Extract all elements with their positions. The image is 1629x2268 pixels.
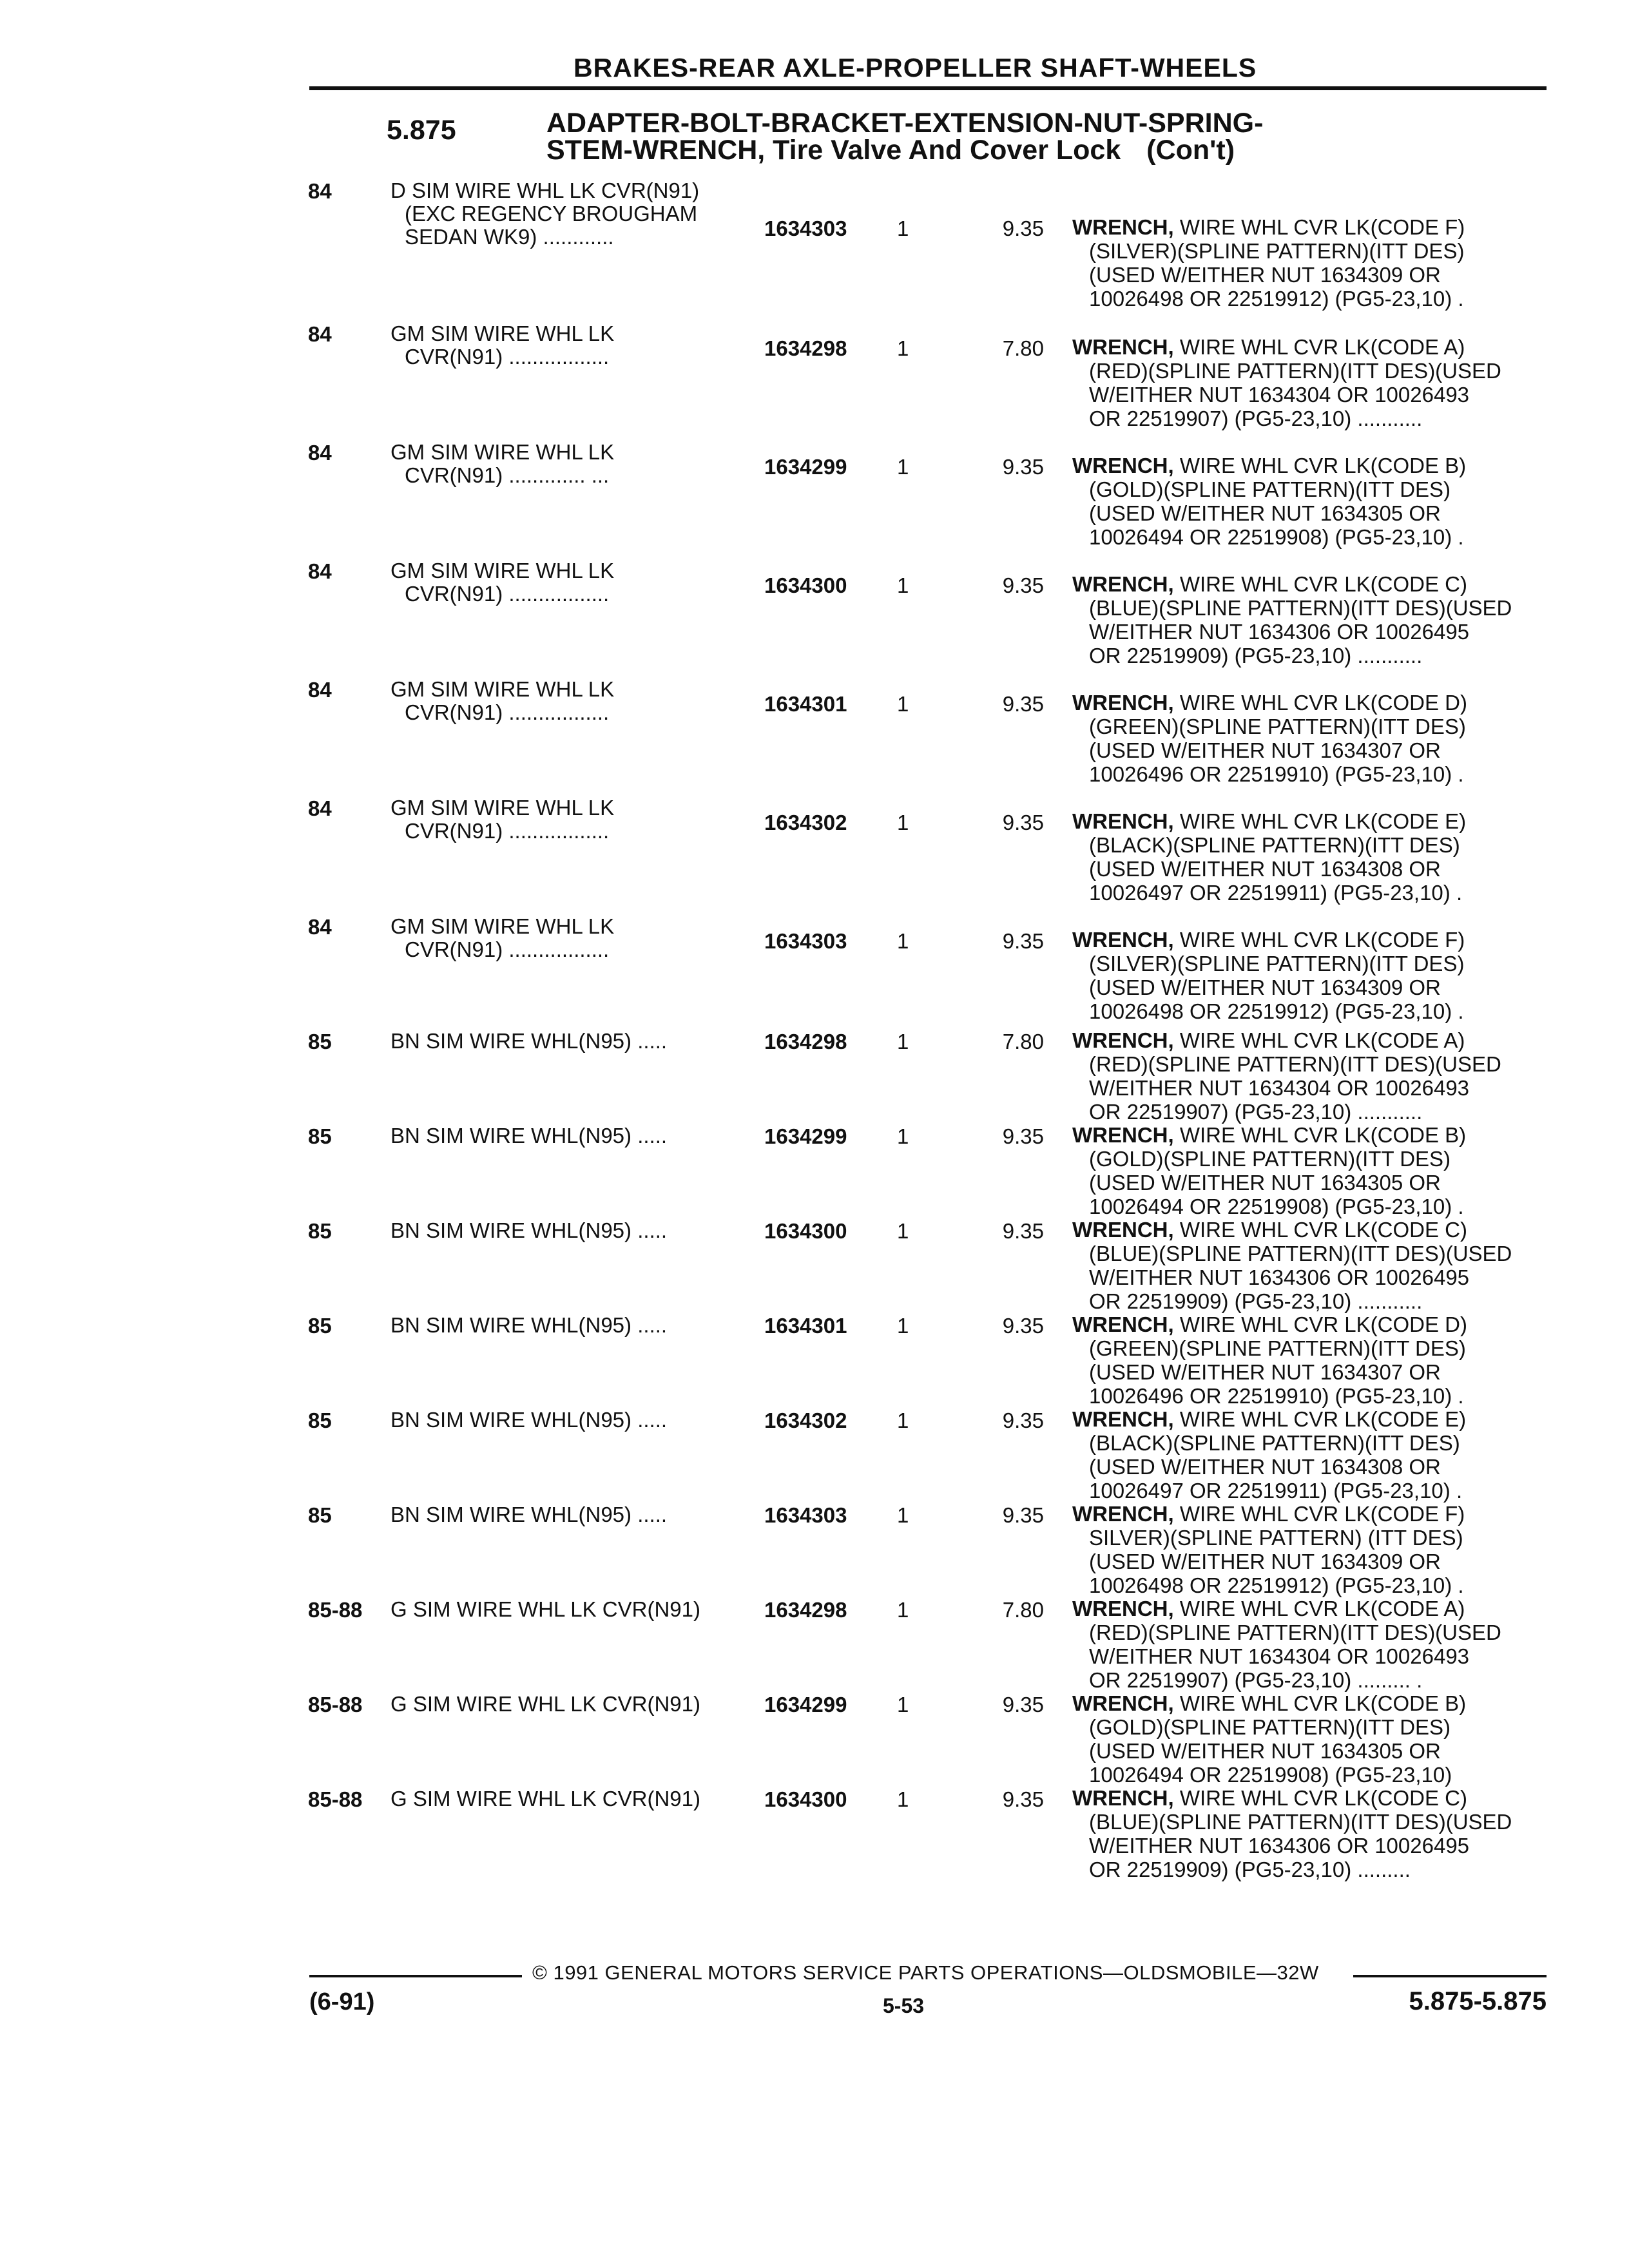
model-description (390, 1314, 738, 1337)
part-number: 1634298 (764, 1030, 847, 1053)
model-year: 84 (308, 559, 332, 583)
part-name-line: SILVER)(SPLINE PATTERN) (ITT DES) (1089, 1526, 1463, 1550)
price: 7.80 (1002, 1598, 1044, 1622)
model-year: 84 (308, 915, 332, 939)
part-name (1072, 1502, 1543, 1597)
part-name-line: (USED W/EITHER NUT 1634308 OR (1089, 857, 1441, 881)
model-description (390, 559, 738, 606)
model-year: 84 (308, 441, 332, 465)
model-description (390, 1693, 738, 1716)
model-description (390, 1503, 738, 1526)
model-description (390, 1598, 738, 1621)
part-number: 1634301 (764, 1314, 847, 1338)
part-name-keyword: WRENCH, (1072, 1786, 1174, 1810)
part-name-line: 10026494 OR 22519908) (PG5-23,10) (1089, 1763, 1452, 1787)
part-name-line: W/EITHER NUT 1634304 OR 10026493 (1089, 1644, 1470, 1668)
part-name-line: (BLACK)(SPLINE PATTERN)(ITT DES) (1089, 1431, 1460, 1455)
part-name-line (1072, 928, 1543, 952)
quantity: 1 (897, 573, 909, 597)
description-line: GM SIM WIRE WHL LK (390, 914, 615, 938)
part-name-keyword: WRENCH, (1072, 1312, 1174, 1336)
part-name-text: WIRE WHL CVR LK(CODE B) (1179, 454, 1467, 477)
part-name (1072, 1786, 1543, 1881)
part-name-line: (USED W/EITHER NUT 1634309 OR (1089, 263, 1441, 287)
model-year: 85 (308, 1030, 332, 1053)
description-line: BN SIM WIRE WHL(N95) ..... (390, 1029, 668, 1053)
continued-label: (Con't) (1146, 135, 1235, 166)
part-name-line (1072, 1407, 1543, 1431)
description-line: CVR(N91) ................. (405, 819, 610, 843)
part-name-line: OR 22519907) (PG5-23,10) ........... (1089, 407, 1423, 430)
price: 9.35 (1002, 1408, 1044, 1432)
part-name-line: 10026498 OR 22519912) (PG5-23,10) . (1089, 999, 1464, 1023)
model-year: 85-88 (308, 1787, 363, 1811)
quantity: 1 (897, 1693, 909, 1716)
part-name-keyword: WRENCH, (1072, 928, 1174, 952)
part-name-text: WIRE WHL CVR LK(CODE F) (1179, 928, 1465, 952)
part-name-line: 10026496 OR 22519910) (PG5-23,10) . (1089, 762, 1464, 786)
part-number: 1634299 (764, 455, 847, 479)
part-name-line: 10026497 OR 22519911) (PG5-23,10) . (1089, 881, 1463, 905)
part-name-line: W/EITHER NUT 1634306 OR 10026495 (1089, 1834, 1470, 1858)
part-number: 1634303 (764, 1503, 847, 1527)
quantity: 1 (897, 455, 909, 479)
part-name (1072, 335, 1543, 430)
description-line: BN SIM WIRE WHL(N95) ..... (390, 1218, 668, 1242)
description-line: GM SIM WIRE WHL LK (390, 440, 615, 464)
part-number: 1634303 (764, 929, 847, 953)
price: 9.35 (1002, 573, 1044, 597)
part-name-line (1072, 1312, 1543, 1336)
model-year: 85 (308, 1314, 332, 1338)
part-name (1072, 1691, 1543, 1787)
part-name-keyword: WRENCH, (1072, 691, 1174, 715)
description-line: BN SIM WIRE WHL(N95) ..... (390, 1503, 668, 1526)
model-description (390, 678, 738, 724)
price: 9.35 (1002, 1124, 1044, 1148)
price: 9.35 (1002, 1219, 1044, 1243)
part-name-line: (USED W/EITHER NUT 1634309 OR (1089, 1550, 1441, 1573)
price: 7.80 (1002, 336, 1044, 360)
quantity: 1 (897, 811, 909, 834)
page-title: BRAKES-REAR AXLE-PROPELLER SHAFT-WHEELS (574, 53, 1257, 82)
part-name-line: (GREEN)(SPLINE PATTERN)(ITT DES) (1089, 715, 1466, 738)
part-name (1072, 928, 1543, 1023)
part-name-text: WIRE WHL CVR LK(CODE B) (1179, 1123, 1467, 1147)
part-name-line (1072, 1597, 1543, 1620)
part-name-line: (GOLD)(SPLINE PATTERN)(ITT DES) (1089, 1715, 1451, 1739)
model-description (390, 322, 738, 369)
part-name-keyword: WRENCH, (1072, 454, 1174, 477)
model-year: 84 (308, 796, 332, 820)
part-name (1072, 1028, 1543, 1124)
part-name-text: WIRE WHL CVR LK(CODE D) (1179, 1312, 1467, 1336)
section-title-line1: ADAPTER-BOLT-BRACKET-EXTENSION-NUT-SPRING- (546, 108, 1264, 139)
footer-rule-left (309, 1975, 522, 1977)
part-number: 1634303 (764, 216, 847, 240)
part-name-line (1072, 1123, 1543, 1147)
description-line: D SIM WIRE WHL LK CVR(N91) (390, 178, 700, 202)
part-name-keyword: WRENCH, (1072, 1597, 1174, 1620)
price: 9.35 (1002, 216, 1044, 240)
part-name (1072, 1123, 1543, 1218)
quantity: 1 (897, 1503, 909, 1527)
price: 9.35 (1002, 1693, 1044, 1716)
description-line: CVR(N91) ................. (405, 345, 610, 369)
part-name-line: 10026498 OR 22519912) (PG5-23,10) . (1089, 287, 1464, 311)
description-line: SEDAN WK9) ............ (405, 225, 614, 249)
part-name-line (1072, 572, 1543, 596)
part-name-line: (GOLD)(SPLINE PATTERN)(ITT DES) (1089, 1147, 1451, 1171)
part-name-line (1072, 1786, 1543, 1810)
part-name-line: 10026498 OR 22519912) (PG5-23,10) . (1089, 1573, 1464, 1597)
part-name (1072, 1407, 1543, 1503)
description-line: GM SIM WIRE WHL LK (390, 677, 615, 701)
part-name-keyword: WRENCH, (1072, 1028, 1174, 1052)
price: 9.35 (1002, 1503, 1044, 1527)
model-year: 84 (308, 678, 332, 702)
part-name (1072, 1312, 1543, 1408)
part-name-line (1072, 335, 1543, 359)
model-description (390, 1124, 738, 1148)
part-name-keyword: WRENCH, (1072, 1502, 1174, 1526)
description-line: BN SIM WIRE WHL(N95) ..... (390, 1313, 668, 1337)
part-name-line: (BLACK)(SPLINE PATTERN)(ITT DES) (1089, 833, 1460, 857)
model-year: 85-88 (308, 1598, 363, 1622)
part-name-text: WIRE WHL CVR LK(CODE A) (1179, 1597, 1465, 1620)
model-description (390, 915, 738, 961)
part-number: 1634299 (764, 1693, 847, 1716)
part-name-line: (USED W/EITHER NUT 1634307 OR (1089, 1360, 1441, 1384)
quantity: 1 (897, 1219, 909, 1243)
part-name-line: W/EITHER NUT 1634306 OR 10026495 (1089, 620, 1470, 644)
part-name-line: (BLUE)(SPLINE PATTERN)(ITT DES)(USED (1089, 596, 1512, 620)
part-number: 1634302 (764, 811, 847, 834)
price: 9.35 (1002, 455, 1044, 479)
part-name-text: WIRE WHL CVR LK(CODE A) (1179, 335, 1465, 359)
part-name (1072, 1218, 1543, 1313)
part-name-text: WIRE WHL CVR LK(CODE F) (1179, 215, 1465, 239)
model-year: 84 (308, 322, 332, 346)
part-name-text: WIRE WHL CVR LK(CODE C) (1179, 1786, 1467, 1810)
part-number: 1634298 (764, 336, 847, 360)
price: 9.35 (1002, 692, 1044, 716)
part-name-line: OR 22519907) (PG5-23,10) ......... . (1089, 1668, 1423, 1692)
part-name-line: (BLUE)(SPLINE PATTERN)(ITT DES)(USED (1089, 1810, 1512, 1834)
part-name-line: OR 22519909) (PG5-23,10) ........... (1089, 644, 1423, 668)
part-name-keyword: WRENCH, (1072, 1407, 1174, 1431)
quantity: 1 (897, 216, 909, 240)
description-line: BN SIM WIRE WHL(N95) ..... (390, 1124, 668, 1148)
part-name-line: (GOLD)(SPLINE PATTERN)(ITT DES) (1089, 477, 1451, 501)
part-name-line: OR 22519909) (PG5-23,10) ........... (1089, 1289, 1423, 1313)
part-name-line: 10026496 OR 22519910) (PG5-23,10) . (1089, 1384, 1464, 1408)
part-name-keyword: WRENCH, (1072, 1691, 1174, 1715)
model-description (390, 1787, 738, 1811)
part-name-text: WIRE WHL CVR LK(CODE F) (1179, 1502, 1465, 1526)
part-number: 1634300 (764, 1219, 847, 1243)
part-name-keyword: WRENCH, (1072, 572, 1174, 596)
part-number: 1634298 (764, 1598, 847, 1622)
section-number: 5.875 (387, 115, 456, 146)
part-name-line: (USED W/EITHER NUT 1634305 OR (1089, 501, 1441, 525)
model-year: 85-88 (308, 1693, 363, 1716)
section-title-line2-text: STEM-WRENCH, Tire Valve And Cover Lock (546, 135, 1121, 166)
part-name-keyword: WRENCH, (1072, 1218, 1174, 1242)
model-year: 84 (308, 179, 332, 203)
part-name-line: (GREEN)(SPLINE PATTERN)(ITT DES) (1089, 1336, 1466, 1360)
price: 7.80 (1002, 1030, 1044, 1053)
part-name-line (1072, 454, 1543, 477)
model-description (390, 179, 738, 249)
quantity: 1 (897, 336, 909, 360)
quantity: 1 (897, 1787, 909, 1811)
footer-section-range: 5.875-5.875 (1409, 1987, 1547, 2015)
model-year: 85 (308, 1219, 332, 1243)
model-year: 85 (308, 1503, 332, 1527)
price: 9.35 (1002, 1787, 1044, 1811)
part-name-line: W/EITHER NUT 1634304 OR 10026493 (1089, 383, 1470, 407)
part-name-line (1072, 1502, 1543, 1526)
description-line: CVR(N91) ................. (405, 937, 610, 961)
footer-copyright: © 1991 GENERAL MOTORS SERVICE PARTS OPERATIONS—OLDSMOBILE—32W (532, 1961, 1319, 1984)
part-name-text: WIRE WHL CVR LK(CODE C) (1179, 572, 1467, 596)
part-name-text: WIRE WHL CVR LK(CODE E) (1179, 809, 1467, 833)
model-year: 85 (308, 1124, 332, 1148)
part-name-line: (BLUE)(SPLINE PATTERN)(ITT DES)(USED (1089, 1242, 1512, 1265)
quantity: 1 (897, 1314, 909, 1338)
page-footer (309, 1959, 1547, 2023)
model-description (390, 1219, 738, 1242)
description-line: G SIM WIRE WHL LK CVR(N91) (390, 1787, 700, 1811)
quantity: 1 (897, 929, 909, 953)
part-name-line (1072, 809, 1543, 833)
model-description (390, 1030, 738, 1053)
description-line: CVR(N91) ................. (405, 582, 610, 606)
price: 9.35 (1002, 1314, 1044, 1338)
part-number: 1634299 (764, 1124, 847, 1148)
model-description (390, 1408, 738, 1432)
part-name (1072, 1597, 1543, 1692)
part-name-text: WIRE WHL CVR LK(CODE E) (1179, 1407, 1467, 1431)
description-line: G SIM WIRE WHL LK CVR(N91) (390, 1597, 700, 1621)
part-name-line: W/EITHER NUT 1634304 OR 10026493 (1089, 1076, 1470, 1100)
part-name (1072, 572, 1543, 668)
description-line: GM SIM WIRE WHL LK (390, 559, 615, 582)
part-name-line: (SILVER)(SPLINE PATTERN)(ITT DES) (1089, 239, 1465, 263)
description-line: BN SIM WIRE WHL(N95) ..... (390, 1408, 668, 1432)
part-name-line: 10026494 OR 22519908) (PG5-23,10) . (1089, 1195, 1464, 1218)
model-year: 85 (308, 1408, 332, 1432)
description-line: GM SIM WIRE WHL LK (390, 322, 615, 345)
part-name-line: OR 22519907) (PG5-23,10) ........... (1089, 1100, 1423, 1124)
description-line: (EXC REGENCY BROUGHAM (405, 202, 698, 226)
part-name-text: WIRE WHL CVR LK(CODE D) (1179, 691, 1467, 715)
footer-date: (6-91) (309, 1988, 375, 2015)
part-name-line: (RED)(SPLINE PATTERN)(ITT DES)(USED (1089, 1620, 1501, 1644)
model-description (390, 796, 738, 843)
quantity: 1 (897, 1408, 909, 1432)
part-name-keyword: WRENCH, (1072, 809, 1174, 833)
part-name (1072, 691, 1543, 786)
part-number: 1634300 (764, 1787, 847, 1811)
description-line: G SIM WIRE WHL LK CVR(N91) (390, 1692, 700, 1716)
part-name-text: WIRE WHL CVR LK(CODE A) (1179, 1028, 1465, 1052)
part-name-keyword: WRENCH, (1072, 1123, 1174, 1147)
model-description (390, 441, 738, 487)
part-number: 1634302 (764, 1408, 847, 1432)
part-name-line: (USED W/EITHER NUT 1634307 OR (1089, 738, 1441, 762)
part-name-line: W/EITHER NUT 1634306 OR 10026495 (1089, 1265, 1470, 1289)
part-name-line: OR 22519909) (PG5-23,10) ......... (1089, 1858, 1411, 1881)
footer-rule-right (1353, 1975, 1547, 1977)
part-name-line: (USED W/EITHER NUT 1634309 OR (1089, 975, 1441, 999)
quantity: 1 (897, 1598, 909, 1622)
part-name-line: 10026497 OR 22519911) (PG5-23,10) . (1089, 1479, 1463, 1503)
part-name-line: (RED)(SPLINE PATTERN)(ITT DES)(USED (1089, 1052, 1501, 1076)
part-name-line: (RED)(SPLINE PATTERN)(ITT DES)(USED (1089, 359, 1501, 383)
part-name-line: (SILVER)(SPLINE PATTERN)(ITT DES) (1089, 952, 1465, 975)
part-name (1072, 454, 1543, 549)
part-name-line: (USED W/EITHER NUT 1634308 OR (1089, 1455, 1441, 1479)
part-name-line (1072, 1028, 1543, 1052)
quantity: 1 (897, 1124, 909, 1148)
description-line: GM SIM WIRE WHL LK (390, 796, 615, 820)
part-number: 1634300 (764, 573, 847, 597)
part-name (1072, 215, 1543, 311)
part-name-line: (USED W/EITHER NUT 1634305 OR (1089, 1171, 1441, 1195)
footer-page-number: 5-53 (883, 1994, 925, 2017)
part-name-keyword: WRENCH, (1072, 335, 1174, 359)
part-name-keyword: WRENCH, (1072, 215, 1174, 239)
quantity: 1 (897, 1030, 909, 1053)
part-name-line (1072, 215, 1543, 239)
part-name-line: (USED W/EITHER NUT 1634305 OR (1089, 1739, 1441, 1763)
part-name-text: WIRE WHL CVR LK(CODE C) (1179, 1218, 1467, 1242)
description-line: CVR(N91) ............. ... (405, 463, 610, 487)
quantity: 1 (897, 692, 909, 716)
price: 9.35 (1002, 811, 1044, 834)
part-number: 1634301 (764, 692, 847, 716)
part-name-line (1072, 691, 1543, 715)
part-name-text: WIRE WHL CVR LK(CODE B) (1179, 1691, 1467, 1715)
part-name (1072, 809, 1543, 905)
part-name-line: 10026494 OR 22519908) (PG5-23,10) . (1089, 525, 1464, 549)
description-line: CVR(N91) ................. (405, 700, 610, 724)
price: 9.35 (1002, 929, 1044, 953)
part-name-line (1072, 1218, 1543, 1242)
part-name-line (1072, 1691, 1543, 1715)
